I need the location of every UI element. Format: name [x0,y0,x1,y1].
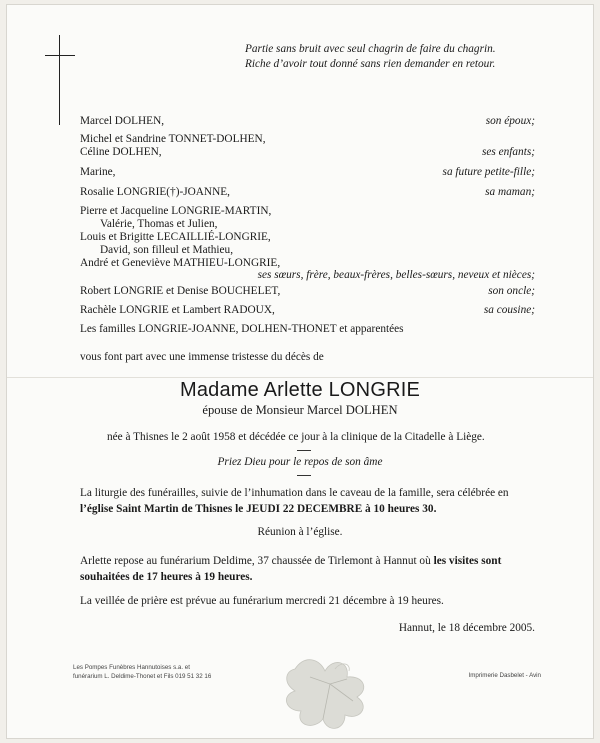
divider [297,450,311,451]
family-name: David, son filleul et Mathieu, [100,244,234,256]
family-name: Louis et Brigitte LECAILLIÉ-LONGRIE, [80,231,271,243]
family-role: son époux; [485,115,535,127]
family-role: sa future petite-fille; [442,166,535,178]
family-role: ses sœurs, frère, beaux-frères, belles-sœurs, neveux et nièces; [257,269,535,281]
funeral-text: La liturgie des funérailles, suivie de l’inhumation dans le caveau de la famille, sera célébrée en [80,487,509,499]
footer-funeral-home [73,663,211,681]
announcement: vous font part avec une immense tristesse du décès de [80,351,324,363]
cross-icon [45,35,75,125]
family-name: Marine, [80,166,116,178]
family-name: Pierre et Jacqueline LONGRIE-MARTIN, [80,205,272,217]
visit-line [80,553,535,569]
family-role: sa maman; [485,186,535,198]
reunion-line: Réunion à l’église. [257,526,343,538]
place-date: Hannut, le 18 décembre 2005. [398,622,535,634]
vigil-line: La veillée de prière est prévue au funérarium mercredi 21 décembre à 19 heures. [80,595,444,607]
leaf-watermark-icon [275,649,385,739]
poem-line: Partie sans bruit avec seul chagrin de faire du chagrin. [245,43,496,55]
divider [297,475,311,476]
family-role: son oncle; [488,285,535,297]
family-name: Rosalie LONGRIE(†)-JOANNE, [80,186,230,198]
death-notice-card [6,4,594,739]
visit-line [80,569,535,585]
poem-line: Riche d’avoir tout donné sans rien demander en retour. [245,58,496,70]
family-name: Rachèle LONGRIE et Lambert RADOUX, [80,304,275,316]
visit-paragraph [80,553,535,585]
visit-text: Arlette repose au funérarium Deldime, 37 chaussée de Tirlemont à Hannut où [80,555,434,567]
family-name: Robert LONGRIE et Denise BOUCHELET, [80,285,281,297]
family-name: Marcel DOLHEN, [80,115,165,127]
fold-line [7,377,593,378]
family-role: ses enfants; [481,146,535,158]
prayer-line: Priez Dieu pour le repos de son âme [217,456,383,468]
poem [245,42,496,72]
visit-bold: les visites sont [433,555,502,567]
funeral-location-bold: l’église Saint Martin de Thisnes le JEUDI 22 DECEMBRE à 10 heures 30. [80,503,437,515]
funeral-paragraph [80,485,535,517]
deceased-name: Madame Arlette LONGRIE [179,379,421,401]
family-name: Les familles LONGRIE-JOANNE, DOLHEN-THONET et apparentées [80,323,404,335]
family-role: sa cousine; [483,304,535,316]
family-name: Céline DOLHEN, [80,146,162,158]
family-name: Valérie, Thomas et Julien, [100,218,218,230]
footer-line: Les Pompes Funèbres Hannutoises s.a. et [73,664,190,671]
visit-bold: souhaitées de 17 heures à 19 heures. [80,571,253,583]
footer-line: funérarium L. Deldime-Thonet et Fils 019 51 32 16 [73,673,212,680]
birth-death-line: née à Thisnes le 2 août 1958 et décédée ce jour à la clinique de la Citadelle à Liège. [107,431,485,443]
family-name: André et Geneviève MATHIEU-LONGRIE, [80,257,281,269]
footer-printer: Imprimerie Dasbelet - Avin [468,672,541,679]
family-name: Michel et Sandrine TONNET-DOLHEN, [80,133,266,145]
deceased-spouse: épouse de Monsieur Marcel DOLHEN [202,403,398,417]
funeral-location [80,501,535,517]
